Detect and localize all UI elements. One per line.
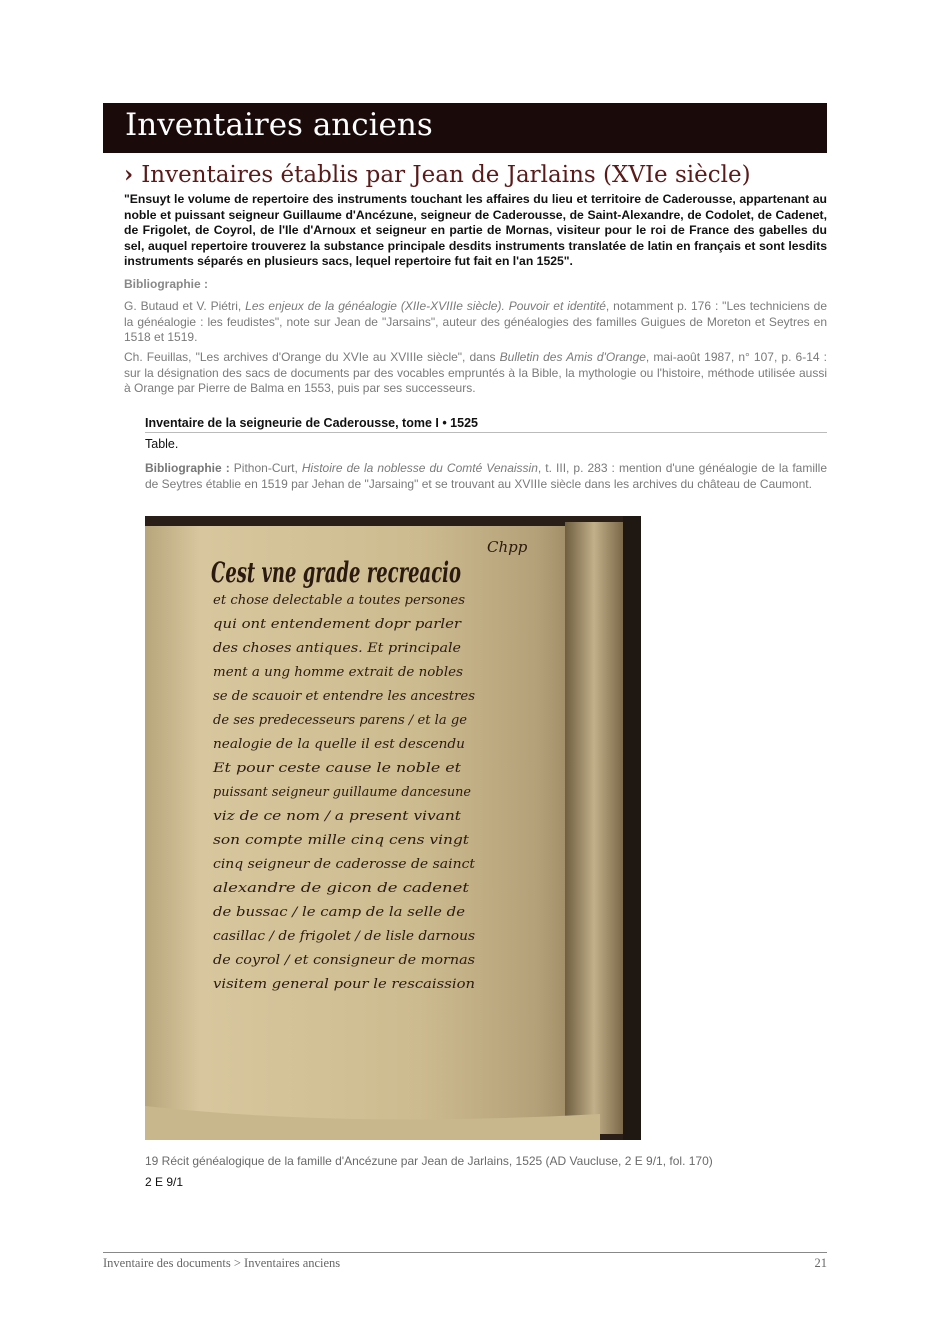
- bib1-note: , notamment p. 176 : "Les techniciens de la généalogie : les feudistes", note sur Jean de "Jarsains", auteur des généalogies des familles Guigues de Moreton et Seytres en 1518 et 1519.: [124, 299, 827, 344]
- bibliography-entry-1: [124, 299, 827, 346]
- bib2-journal: Bulletin des Amis d'Orange: [499, 350, 646, 364]
- manuscript-line: visitem general pour le rescaission: [213, 977, 475, 992]
- manuscript-photo: [145, 516, 641, 1140]
- title-rule: [145, 432, 827, 433]
- manuscript-line: de coyrol / et consigneur de mornas: [213, 953, 476, 968]
- inventory-bibliography: [145, 461, 827, 492]
- inventory-biblio-label: Bibliographie :: [145, 461, 230, 475]
- manuscript-line: viz de ce nom / a present vivant: [213, 809, 462, 824]
- manuscript-line: des choses antiques. Et principale: [213, 641, 462, 656]
- manuscript-margin-note: Chpp: [487, 538, 528, 556]
- inventory-title: Inventaire de la seigneurie de Caderousse, tome I • 1525: [145, 416, 478, 430]
- manuscript-line: Cest vne grade recreacio: [211, 556, 461, 589]
- manuscript-line: et chose delectable a toutes persones: [213, 593, 466, 608]
- bibliography-heading: Bibliographie :: [124, 277, 208, 291]
- manuscript-line: de ses predecesseurs parens / et la ge: [213, 713, 468, 728]
- manuscript-line: se de scauoir et entendre les ancestres: [213, 689, 476, 704]
- manuscript-line: cinq seigneur de caderosse de sainct: [213, 857, 476, 872]
- manuscript-line: nealogie de la quelle il est descendu: [213, 737, 465, 752]
- manuscript-line: son compte mille cinq cens vingt: [213, 833, 470, 848]
- chevron-icon: ›: [124, 161, 134, 188]
- manuscript-line: Et pour ceste cause le noble et: [211, 761, 462, 776]
- manuscript-line: qui ont entendement dopr parler: [213, 617, 462, 632]
- archive-reference: 2 E 9/1: [145, 1175, 184, 1189]
- manuscript-line: puissant seigneur guillaume dancesune: [213, 785, 472, 800]
- heading-title: Inventaires établis par Jean de Jarlains (XVIe siècle): [141, 162, 751, 188]
- inventory-biblio-author: Pithon-Curt,: [229, 461, 302, 475]
- bib2-author: Ch. Feuillas, "Les archives d'Orange du XVIe au XVIIIe siècle", dans: [124, 350, 500, 364]
- section-banner: [103, 103, 827, 153]
- inventory-biblio-title: Histoire de la noblesse du Comté Venaissin: [301, 461, 538, 475]
- footer-breadcrumb: Inventaire des documents > Inventaires anciens: [103, 1256, 341, 1270]
- manuscript-line: casillac / de frigolet / de lisle darnous: [213, 929, 476, 944]
- manuscript-line: de bussac / le camp de la selle de: [213, 905, 466, 920]
- intro-quote: "Ensuyt le volume de repertoire des instruments touchant les affaires du lieu et territoire de Caderousse, appartenant au noble et puissant seigneur Guillaume d'Ancézune, seigneur de Caderousse, de Saint-Alexandre, de Codolet, de Cadenet, de Frigolet, de Coyrol, de l'Ile d'Arnoux et seigneur en partie de Mornas, visiteur pour le roi de France des gabelles du sel, auquel repertoire trouverez la substance principale desdits instruments translatée de latin en français et sont lesdits instruments séparés en plusieurs sacs, lequel repertoire fut fait en l'an 1525".: [124, 192, 827, 269]
- inventory-biblio-note: , t. III, p. 283 : mention d'une généalogie de la famille de Seytres établie en 1519 par Jehan de "Jarsaing" et se trouvant au XVIIIe siècle dans les archives du château de Caumont.: [145, 461, 828, 491]
- manuscript-line: alexandre de gicon de cadenet: [213, 881, 470, 896]
- bib2-note: , mai-août 1987, n° 107, p. 6-14 : sur la désignation des sacs de documents par des vocables empruntés à la Bible, la mythologie ou l'histoire, méthode utilisée aussi à Orange par Pierre de Balma en 1553, puis par ses successeurs.: [124, 350, 827, 395]
- figure-caption: 19 Récit généalogique de la famille d'Ancézune par Jean de Jarlains, 1525 (AD Vaucluse, 2 E 9/1, fol. 170): [145, 1154, 713, 1168]
- bibliography-entry-2: [124, 350, 827, 397]
- banner-title: Inventaires anciens: [125, 107, 433, 143]
- page-heading: [124, 161, 751, 188]
- bib1-author: G. Butaud et V. Piétri,: [124, 299, 246, 313]
- manuscript-line: ment a ung homme extrait de nobles: [213, 665, 464, 680]
- inventory-table: Table.: [145, 437, 179, 451]
- footer-rule: [103, 1252, 827, 1253]
- bib1-title: Les enjeux de la généalogie (XIIe-XVIIIe siècle). Pouvoir et identité: [245, 299, 606, 313]
- page-number: 21: [814, 1256, 827, 1270]
